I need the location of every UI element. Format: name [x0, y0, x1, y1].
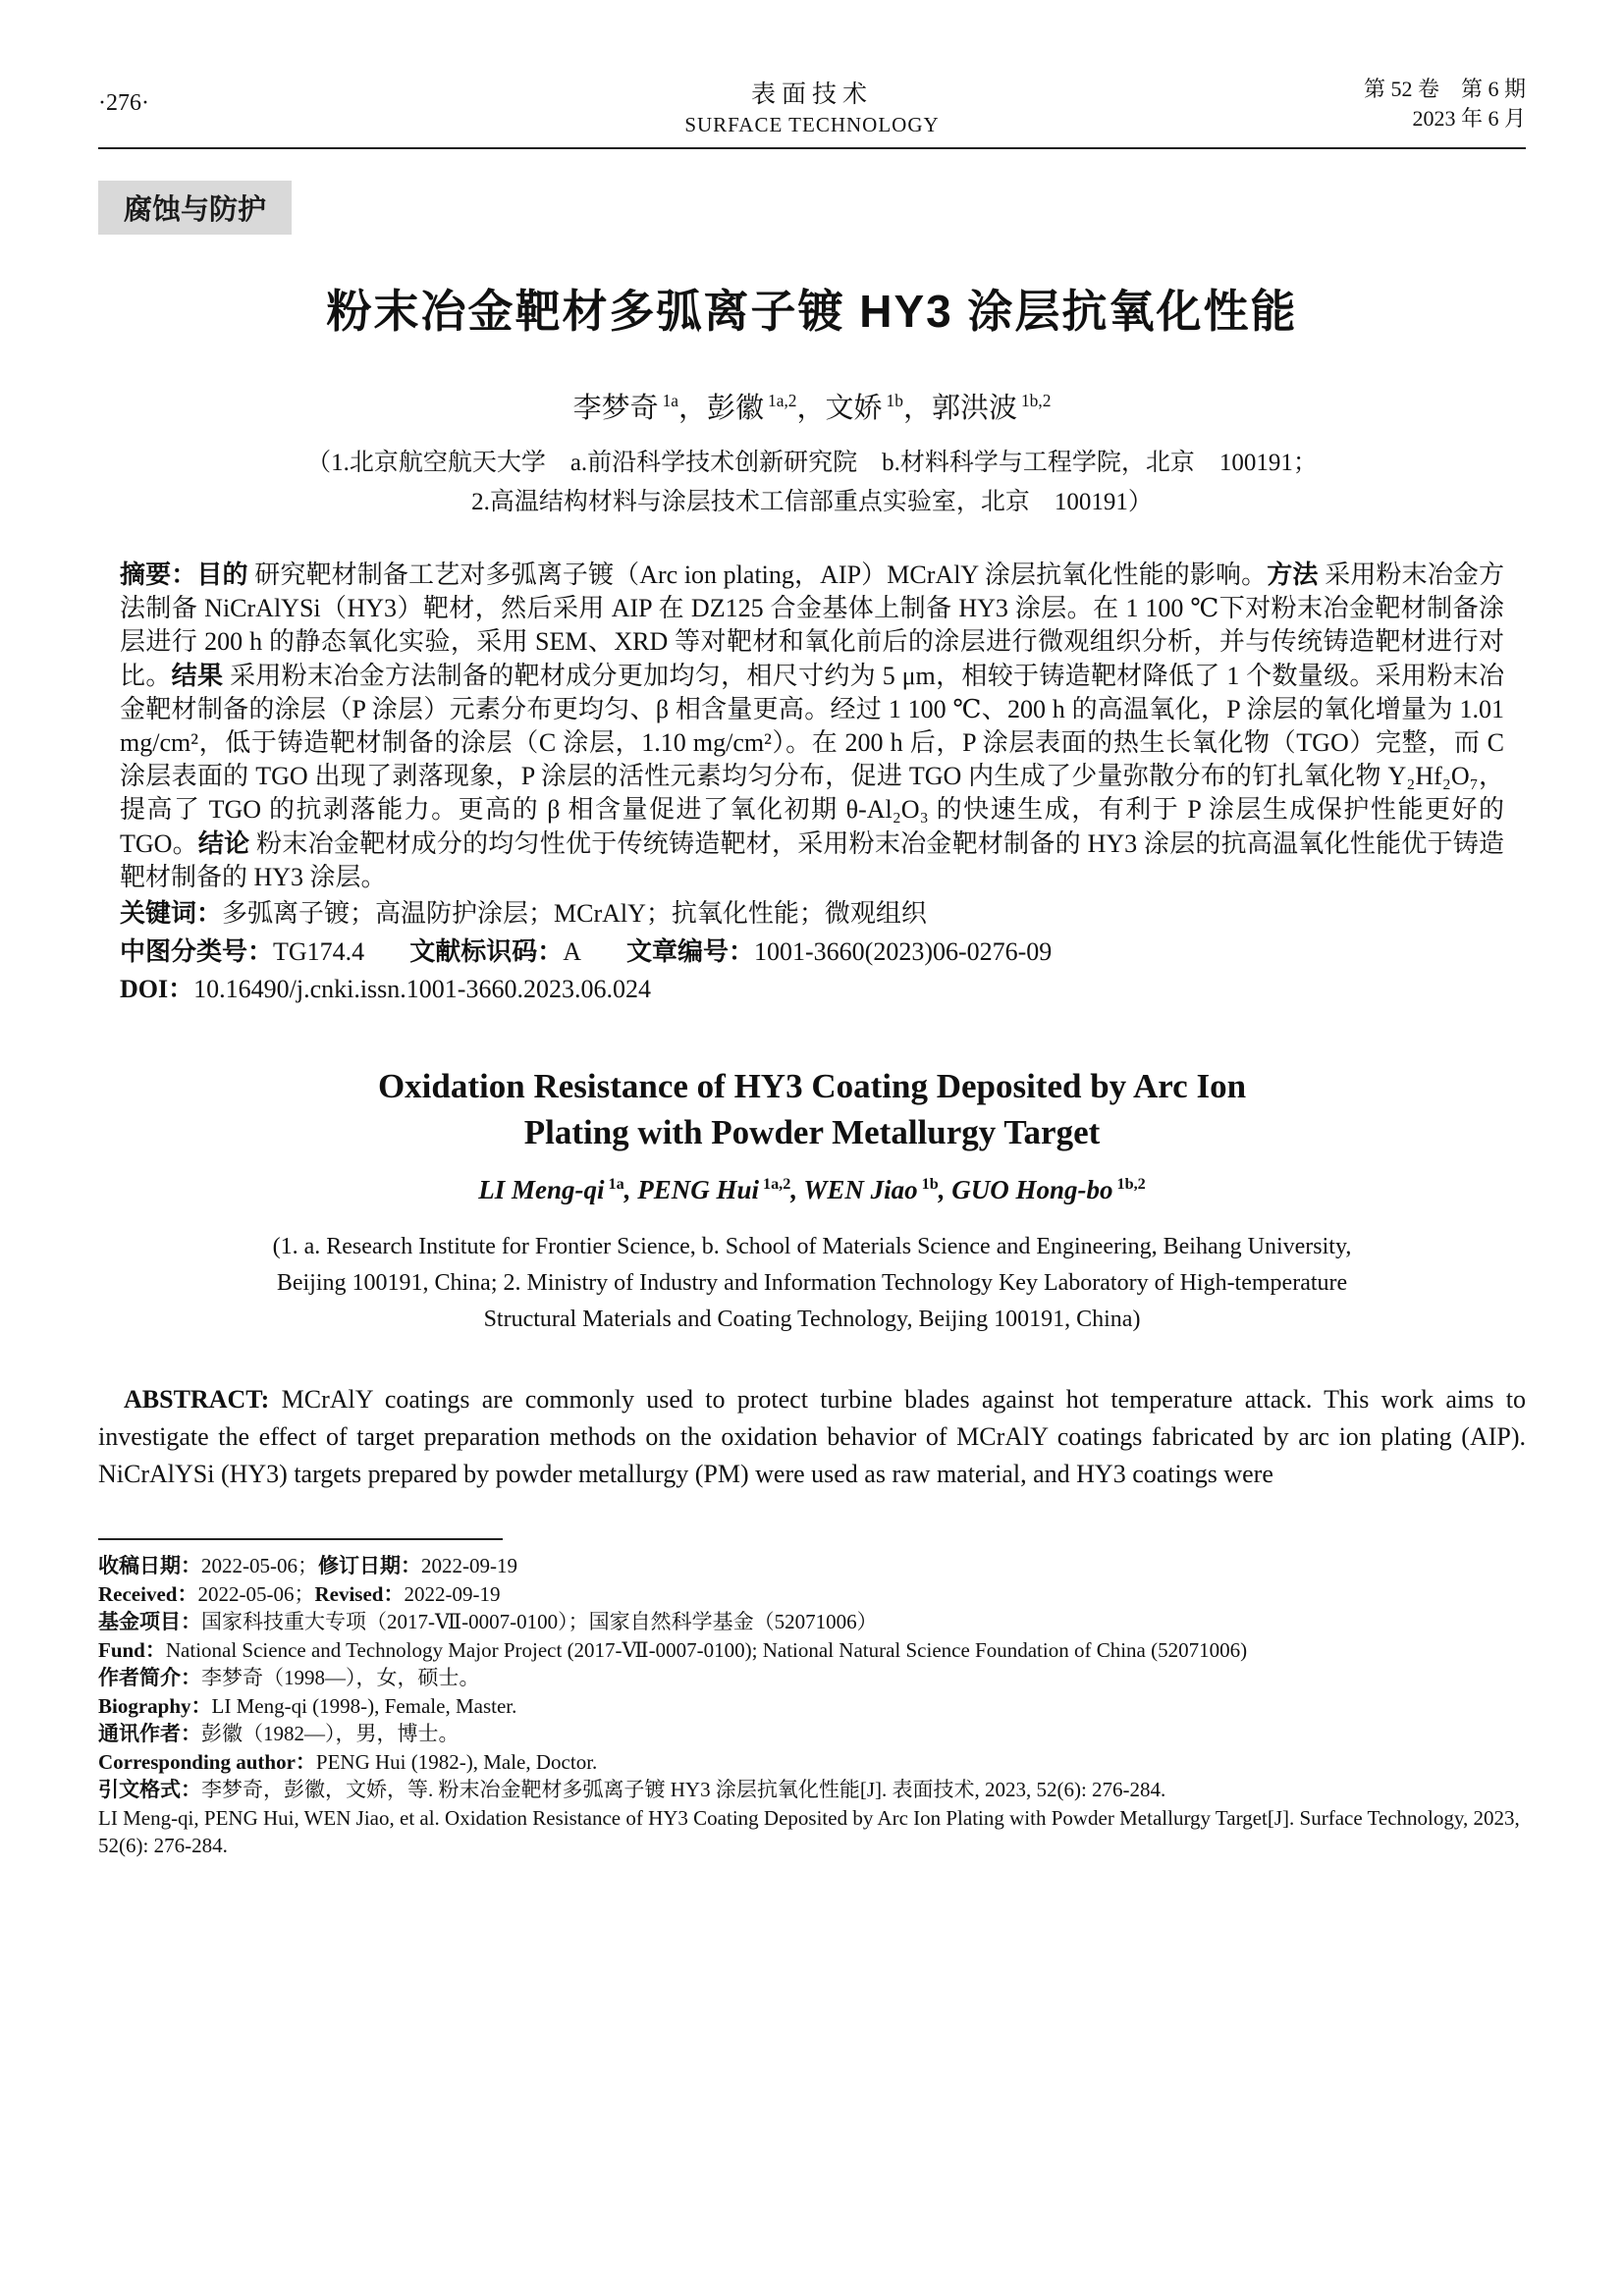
author-cn — [707, 393, 796, 424]
corresponding-en-value: PENG Hui (1982-), Male, Doctor. — [315, 1750, 598, 1774]
author-name: 文娇 — [825, 393, 883, 424]
author-affil-sup: 1b — [921, 1175, 939, 1193]
article-id-group — [626, 937, 1052, 966]
clc-value: TG174.4 — [273, 937, 365, 966]
citation-label: 引文格式： — [98, 1779, 201, 1801]
author-name: LI Meng-qi — [478, 1175, 605, 1204]
clc-label: 中图分类号： — [120, 936, 274, 966]
author-cn — [826, 393, 903, 424]
author-affil-sup: 1a,2 — [768, 391, 797, 411]
abstract-en — [98, 1381, 1526, 1493]
author-cn — [573, 393, 678, 424]
author-name: GUO Hong-bo — [951, 1175, 1113, 1204]
article-id-label: 文章编号： — [625, 936, 754, 966]
received-en-label: Received： — [98, 1582, 198, 1606]
doc-code-label: 文献标识码： — [409, 936, 564, 966]
footnote-received-line — [98, 1552, 1526, 1580]
doc-code-value: A — [563, 937, 581, 966]
conclusion-label: 结论 — [197, 828, 250, 858]
issue-date: 2023 年 6 月 — [1412, 106, 1526, 131]
title-en-line2: Plating with Powder Metallurgy Target — [523, 1113, 1101, 1151]
fund-en-label: Fund： — [98, 1638, 166, 1662]
author-affil-sup: 1a,2 — [762, 1175, 791, 1193]
footnote-biography-line — [98, 1664, 1526, 1692]
footnote-corresponding-en-line — [98, 1748, 1526, 1776]
biography-label: 作者简介： — [98, 1667, 201, 1689]
authors-cn — [98, 386, 1526, 426]
author-en — [637, 1175, 790, 1204]
author-separator: , — [790, 1175, 804, 1204]
method-text: 采用粉末冶金方法制备 NiCrAlYSi（HY3）靶材，然后采用 AIP 在 DZ125 合金基体上制备 HY3 涂层。在 1 100 ℃下对粉末冶金靶材制备涂层进行 200 h 的静态氧化实验，采用 SEM、XRD 等对靶材和氧化前后的涂层进行微观组织分析，并与传统铸造靶材进行对比。 — [120, 561, 1504, 690]
result-label: 结果 — [171, 661, 224, 690]
abstract-label-cn: 摘要： — [120, 560, 197, 589]
article-title-cn: 粉末冶金靶材多弧离子镀 HY3 涂层抗氧化性能 — [326, 286, 1298, 337]
author-name: 彭徽 — [707, 393, 765, 424]
journal-header — [98, 75, 1526, 137]
affiliation-en-line2: Beijing 100191, China; 2. Ministry of Industry and Information Technology Key Laboratory of High-temperature — [276, 1270, 1348, 1296]
received-value: 2022-05-06； — [201, 1554, 318, 1577]
classification-line — [120, 933, 1504, 971]
footnote-fund-en-line — [98, 1636, 1526, 1664]
author-separator: ， — [902, 393, 932, 424]
author-separator: , — [938, 1175, 952, 1204]
conclusion-text: 粉末冶金靶材成分的均匀性优于传统铸造靶材，采用粉末冶金靶材制备的 HY3 涂层的抗高温氧化性能优于铸造靶材制备的 HY3 涂层。 — [120, 829, 1504, 891]
abstract-label-en: ABSTRACT: — [124, 1385, 270, 1414]
author-affil-sup: 1a — [662, 391, 679, 411]
article-id-value: 1001-3660(2023)06-0276-09 — [754, 937, 1053, 966]
author-name: PENG Hui — [637, 1175, 759, 1204]
received-en-value: 2022-05-06； — [197, 1582, 315, 1606]
author-name: WEN Jiao — [803, 1175, 918, 1204]
biography-en-label: Biography： — [98, 1694, 212, 1718]
author-affil-sup: 1b,2 — [1020, 391, 1052, 411]
corresponding-value: 彭徽（1982—），男，博士。 — [201, 1722, 460, 1745]
abstract-en-text: MCrAlY coatings are commonly used to protect turbine blades against hot temperature attack. This work aims to investigate the effect of target preparation methods on the oxidation behavior of MCrAlY coatings fabricated by arc ion plating (AIP). NiCrAlYSi (HY3) targets prepared by powder metallurgy (PM) were used as raw material, and HY3 coatings were — [98, 1385, 1526, 1488]
biography-en-value: LI Meng-qi (1998-), Female, Master. — [211, 1694, 517, 1718]
page-number: ·276· — [98, 90, 149, 116]
revised-label: 修订日期： — [318, 1555, 421, 1577]
footnote-block — [98, 1552, 1526, 1859]
corresponding-label: 通讯作者： — [98, 1723, 201, 1745]
citation-en-value: LI Meng-qi, PENG Hui, WEN Jiao, et al. Oxidation Resistance of HY3 Coating Deposited by Arc Ion Plating with Powder Metallurgy Target[J]. Surface Technology, 2023, 52(6): 276-284. — [98, 1806, 1520, 1857]
author-name: 李梦奇 — [572, 393, 659, 424]
affiliation-cn-line1: （1.北京航空航天大学 a.前沿科学技术创新研究院 b.材料科学与工程学院，北京 100191； — [306, 450, 1318, 476]
affiliation-cn — [98, 444, 1526, 522]
revised-en-label: Revised： — [314, 1582, 405, 1606]
footnote-corresponding-line — [98, 1720, 1526, 1748]
affiliation-en-line1: (1. a. Research Institute for Frontier Science, b. School of Materials Science and Engineering, Beihang University, — [272, 1234, 1352, 1259]
author-en — [951, 1175, 1146, 1204]
footnote-divider — [98, 1538, 503, 1540]
title-en-line1: Oxidation Resistance of HY3 Coating Deposited by Arc Ion — [377, 1067, 1247, 1105]
doc-code-group — [409, 937, 581, 966]
author-separator: ， — [678, 393, 708, 424]
issue-info — [1300, 75, 1526, 133]
footnote-biography-en-line — [98, 1692, 1526, 1720]
keywords-line — [120, 894, 1504, 933]
author-cn — [932, 393, 1051, 424]
revised-value: 2022-09-19 — [421, 1554, 517, 1577]
author-affil-sup: 1b — [886, 391, 903, 411]
revised-en-value: 2022-09-19 — [404, 1582, 501, 1606]
biography-value: 李梦奇（1998—），女，硕士。 — [201, 1666, 480, 1689]
journal-name-block — [324, 75, 1300, 137]
footnote-citation-en-line — [98, 1804, 1526, 1859]
article-title-en — [98, 1063, 1526, 1155]
author-separator: , — [623, 1175, 638, 1204]
keywords-text: 多弧离子镀；高温防护涂层；MCrAlY；抗氧化性能；微观组织 — [222, 899, 927, 928]
footnote-fund-line — [98, 1608, 1526, 1636]
fund-label: 基金项目： — [98, 1611, 201, 1633]
doi-value: 10.16490/j.cnki.issn.1001-3660.2023.06.024 — [193, 975, 651, 1003]
author-separator: ， — [796, 393, 826, 424]
doi-line — [120, 971, 1504, 1008]
authors-en — [98, 1175, 1526, 1205]
author-en — [478, 1175, 623, 1204]
author-en — [803, 1175, 938, 1204]
result-text: 采用粉末冶金方法制备的靶材成分更加均匀，相尺寸约为 5 μm，相较于铸造靶材降低了 1 个数量级。采用粉末冶金靶材制备的涂层（P 涂层）元素分布更均匀、β 相含量更高。经过 1 100 ℃、200 h 的高温氧化，P 涂层的氧化增量为 1.01 mg/cm²，低于铸造靶材制备的涂层（C 涂层，1.10 mg/cm²）。在 200 h 后，P 涂层表面的热生长氧化物（TGO）完整，而 C 涂层表面的 TGO 出现了剥落现象，P 涂层的活性元素均匀分布，促进 TGO 内生成了少量弥散分布的钉扎氧化物 Y₂Hf₂O₇，提高了 TGO 的抗剥落能力。更高的 β 相含量促进了氧化初期 θ-Al₂O₃ 的快速生成，有利于 P 涂层生成保护性能更好的 TGO。 — [120, 662, 1504, 858]
clc-group — [120, 937, 364, 966]
keywords-label: 关键词： — [120, 898, 223, 928]
fund-value: 国家科技重大专项（2017-Ⅶ-0007-0100）；国家自然科学基金（52071006） — [201, 1610, 878, 1633]
header-divider — [98, 147, 1526, 149]
journal-name-cn: 表面技术 — [750, 81, 873, 108]
purpose-label: 目的 — [196, 560, 248, 589]
volume-issue: 第 52 卷 第 6 期 — [1363, 77, 1526, 101]
doi-label: DOI： — [120, 975, 194, 1003]
received-label: 收稿日期： — [98, 1555, 201, 1577]
fund-en-value: National Science and Technology Major Project (2017-Ⅶ-0007-0100); National Natural Science Foundation of China (52071006) — [165, 1638, 1248, 1662]
method-label: 方法 — [1267, 560, 1319, 589]
citation-value: 李梦奇，彭徽，文娇，等. 粉末冶金靶材多弧离子镀 HY3 涂层抗氧化性能[J]. 表面技术, 2023, 52(6): 276-284. — [201, 1778, 1166, 1801]
author-affil-sup: 1b,2 — [1116, 1175, 1146, 1193]
affiliation-en — [98, 1229, 1526, 1338]
footnote-received-en-line — [98, 1580, 1526, 1608]
purpose-text: 研究靶材制备工艺对多弧离子镀（Arc ion plating，AIP）MCrAlY 涂层抗氧化性能的影响。 — [247, 561, 1268, 589]
affiliation-cn-line2: 2.高温结构材料与涂层技术工信部重点实验室，北京 100191） — [471, 489, 1153, 515]
corresponding-en-label: Corresponding author： — [98, 1750, 316, 1774]
author-affil-sup: 1a — [608, 1175, 624, 1193]
footnote-citation-line — [98, 1776, 1526, 1804]
section-badge: 腐蚀与防护 — [98, 181, 292, 235]
abstract-cn — [120, 558, 1504, 894]
affiliation-en-line3: Structural Materials and Coating Technology, Beijing 100191, China) — [483, 1307, 1141, 1332]
journal-name-en: SURFACE TECHNOLOGY — [684, 113, 940, 136]
author-name: 郭洪波 — [931, 393, 1017, 424]
